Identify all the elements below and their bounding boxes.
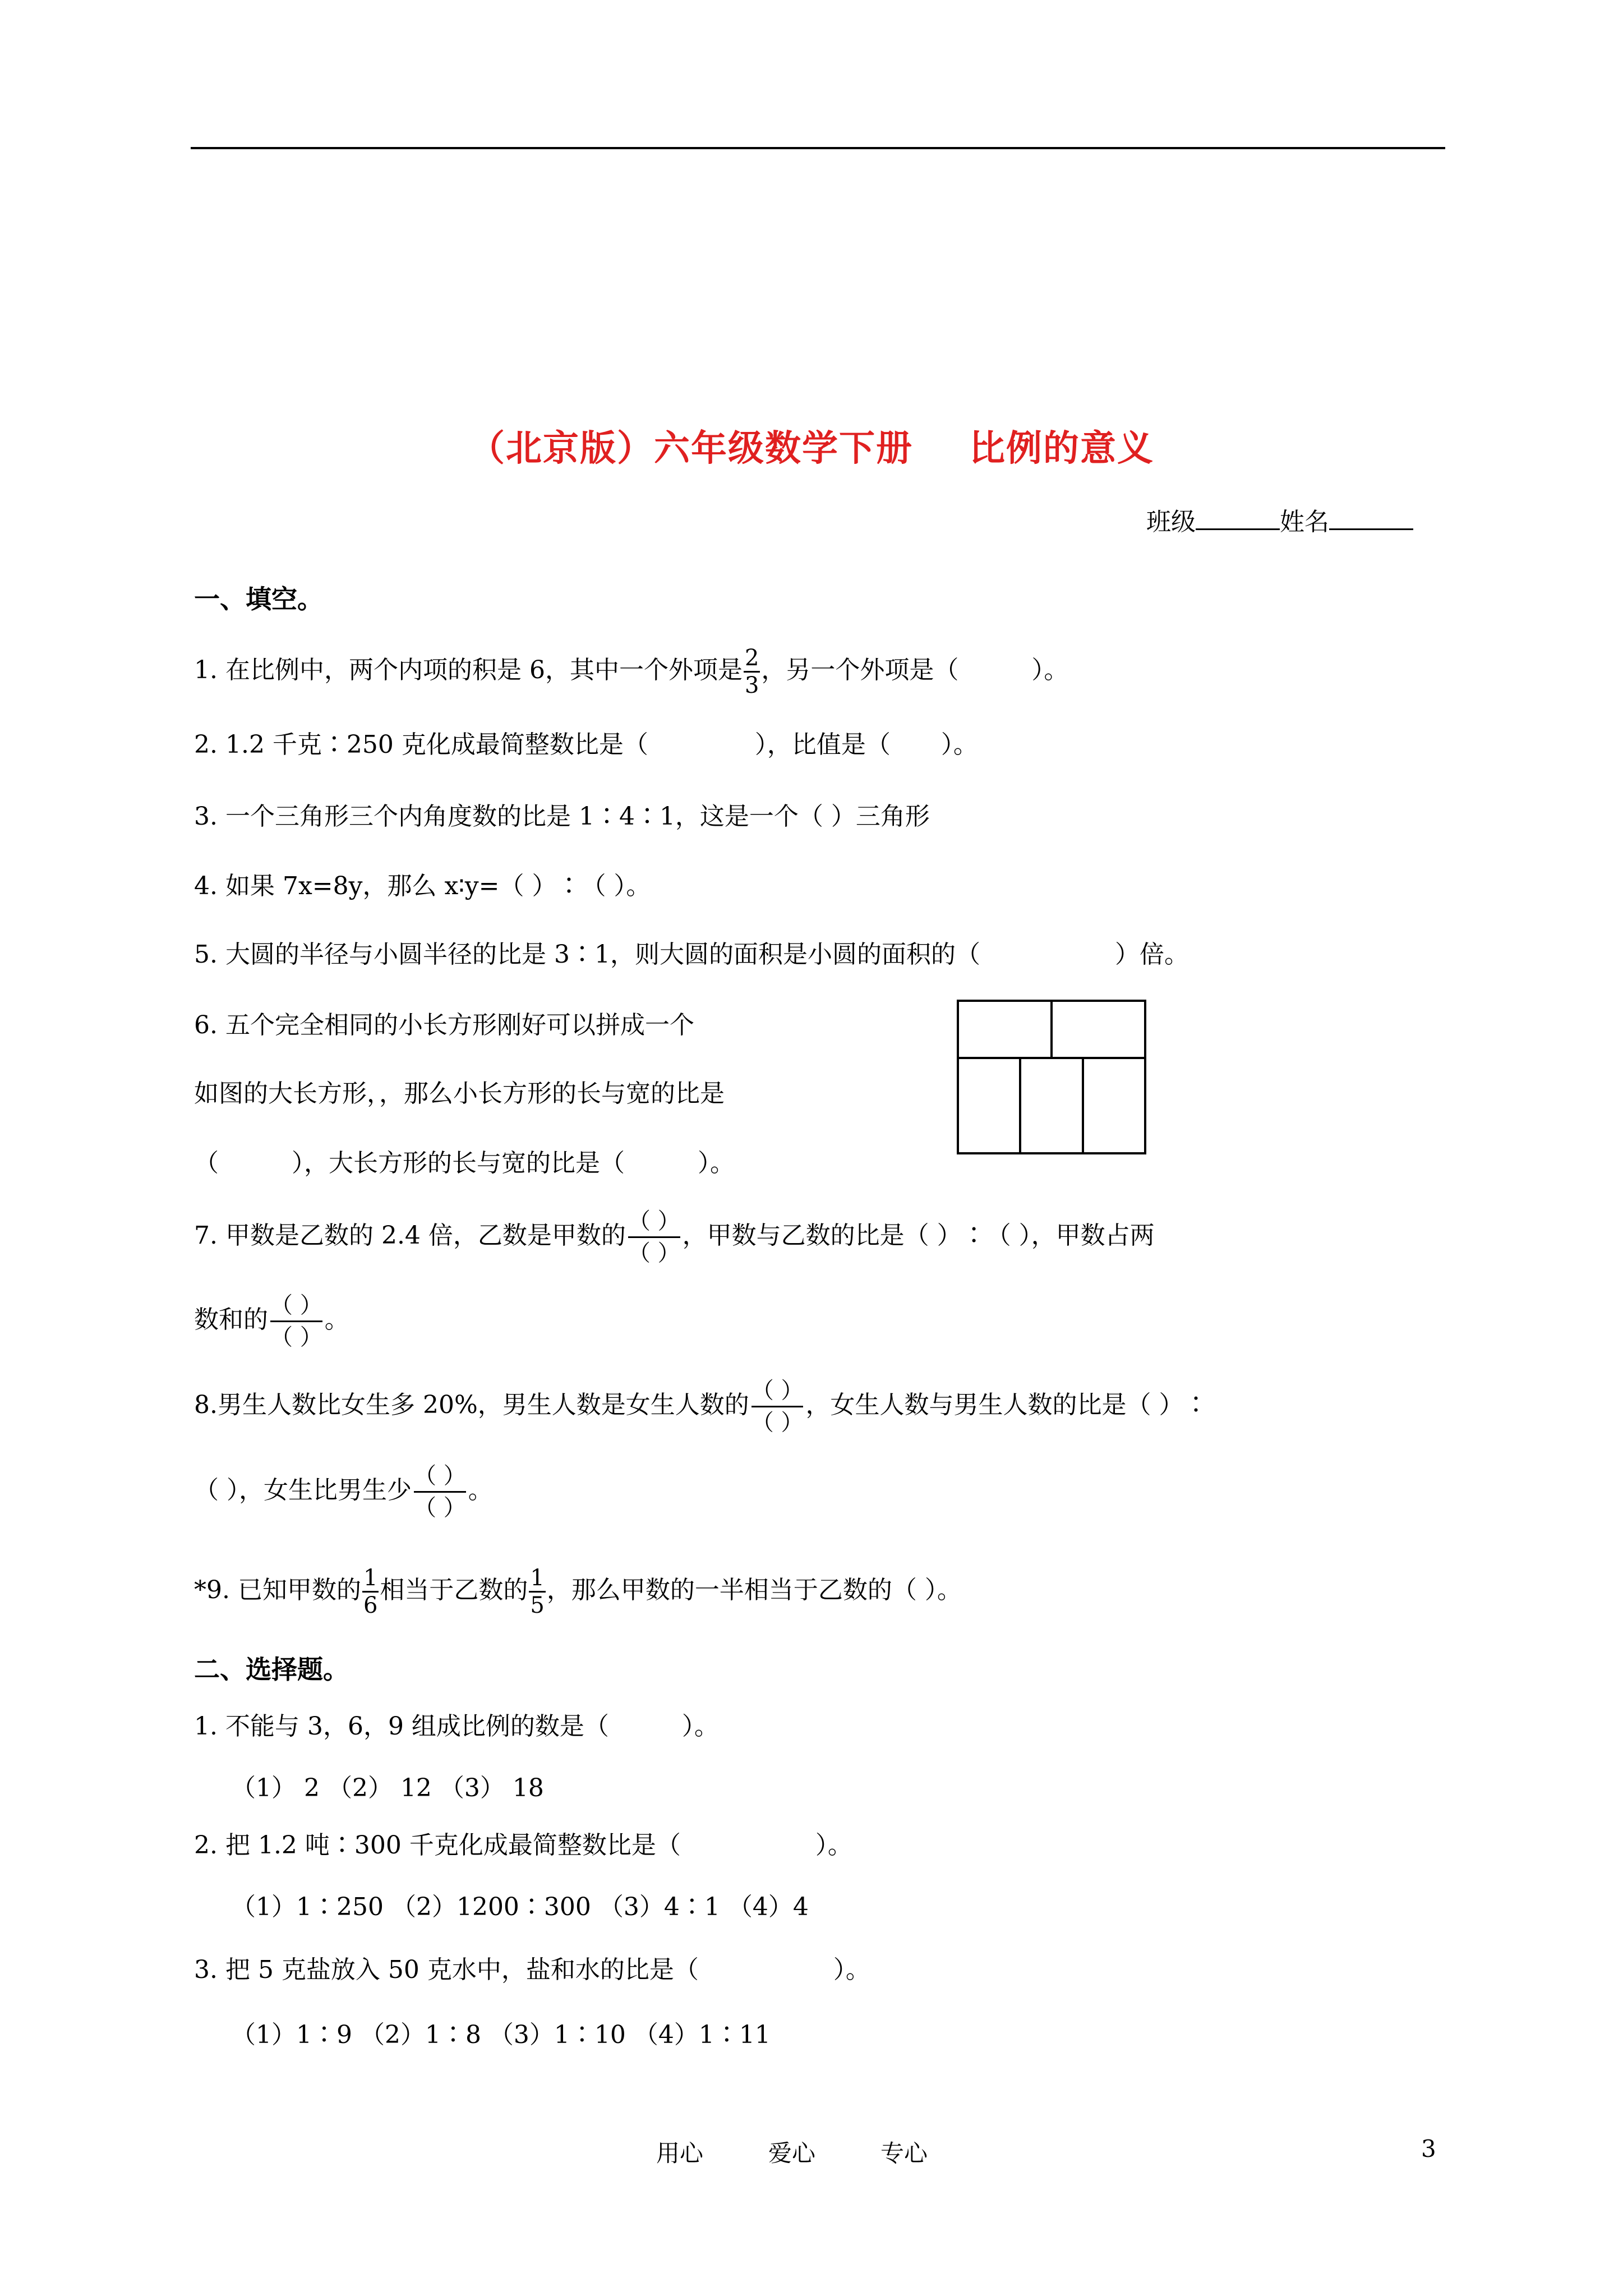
question-2-2-options: （1）1∶250 （2）1200∶300 （3）4∶1 （4）4 [231, 1893, 809, 1921]
blank-fraction: （ ） （ ） [751, 1378, 804, 1435]
footer-motto-2: 爱心 [768, 2139, 816, 2167]
question-1-8: 8.男生人数比女生多 20%，男生人数是女生人数的 （ ） （ ） ，女生人数与男生人数的比是（ ）∶ [194, 1375, 1208, 1438]
question-2-2: 2. 把 1.2 吨∶300 千克化成最简整数比是（ ）。 [194, 1831, 852, 1860]
question-1-6-line1: 6. 五个完全相同的小长方形刚好可以拼成一个 [194, 1011, 694, 1039]
blank-fraction: （ ） （ ） [270, 1292, 322, 1350]
page-number: 3 [1421, 2135, 1436, 2162]
question-1-5: 5. 大圆的半径与小圆半径的比是 3∶1，则大圆的面积是小圆的面积的（ ）倍。 [194, 940, 1189, 969]
question-1-7-line2: 数和的 （ ） （ ） 。 [194, 1290, 349, 1352]
footer-motto-1: 用心 [656, 2139, 704, 2167]
question-2-1: 1. 不能与 3，6，9 组成比例的数是（ ）。 [194, 1712, 719, 1741]
name-label: 姓名 [1280, 508, 1329, 536]
question-2-3-options: （1）1∶9 （2）1∶8 （3）1∶10 （4）1∶11 [231, 2021, 771, 2049]
section2-heading: 二、选择题。 [194, 1654, 349, 1685]
header-rule [191, 147, 1445, 149]
page-title: （北京版）六年级数学下册 比例的意义 [469, 428, 1154, 470]
question-1-9: *9. 已知甲数的 $\frac{1}{6}$ 相当于乙数的 $\frac{1}{5}$ ，那么甲数的一半相当于乙数的（ ）。 [194, 1565, 962, 1618]
question-1-1: 1. 在比例中，两个内项的积是 6，其中一个外项是 $\frac{2}{3}$ ，另一个外项是（ ）。 [194, 645, 1069, 698]
fraction-1-6: $\frac{1}{6}$ [363, 1565, 378, 1618]
blank-fraction: （ ） （ ） [628, 1208, 680, 1266]
name-blank [1329, 504, 1413, 530]
question-1-2: 2. 1.2 千克∶250 克化成最简整数比是（ ），比值是（ ）。 [194, 730, 978, 759]
question-1-3: 3. 一个三角形三个内角度数的比是 1∶4∶1，这是一个（ ）三角形 [194, 802, 930, 831]
question-1-4: 4. 如果 7x=8y，那么 x∶y=（ ）∶（ ）。 [194, 872, 651, 900]
question-1-7: 7. 甲数是乙数的 2.4 倍，乙数是甲数的 （ ） （ ） ，甲数与乙数的比是（ ）∶（ ），甲数占两 [194, 1206, 1155, 1268]
class-label: 班级 [1146, 508, 1196, 536]
question-1-6-line3: （ ），大长方形的长与宽的比是（ ）。 [194, 1149, 735, 1177]
fraction-2-3: $\frac{2}{3}$ [744, 645, 759, 698]
section1-heading: 一、填空。 [194, 584, 323, 614]
class-name-line [1146, 504, 1413, 538]
blank-fraction: （ ） （ ） [414, 1463, 466, 1521]
question-2-3: 3. 把 5 克盐放入 50 克水中，盐和水的比是（ ）。 [194, 1955, 870, 1984]
fraction-1-5: $\frac{1}{5}$ [530, 1565, 545, 1618]
question-1-8-line2: （ ），女生比男生少 （ ） （ ） 。 [194, 1461, 493, 1523]
rectangle-diagram [957, 1000, 1146, 1154]
footer-motto-3: 专心 [880, 2139, 928, 2167]
question-1-6-line2: 如图的大长方形，，那么小长方形的长与宽的比是 [194, 1079, 725, 1108]
class-blank [1196, 504, 1280, 530]
question-2-1-options: （1） 2 （2） 12 （3） 18 [231, 1774, 544, 1802]
